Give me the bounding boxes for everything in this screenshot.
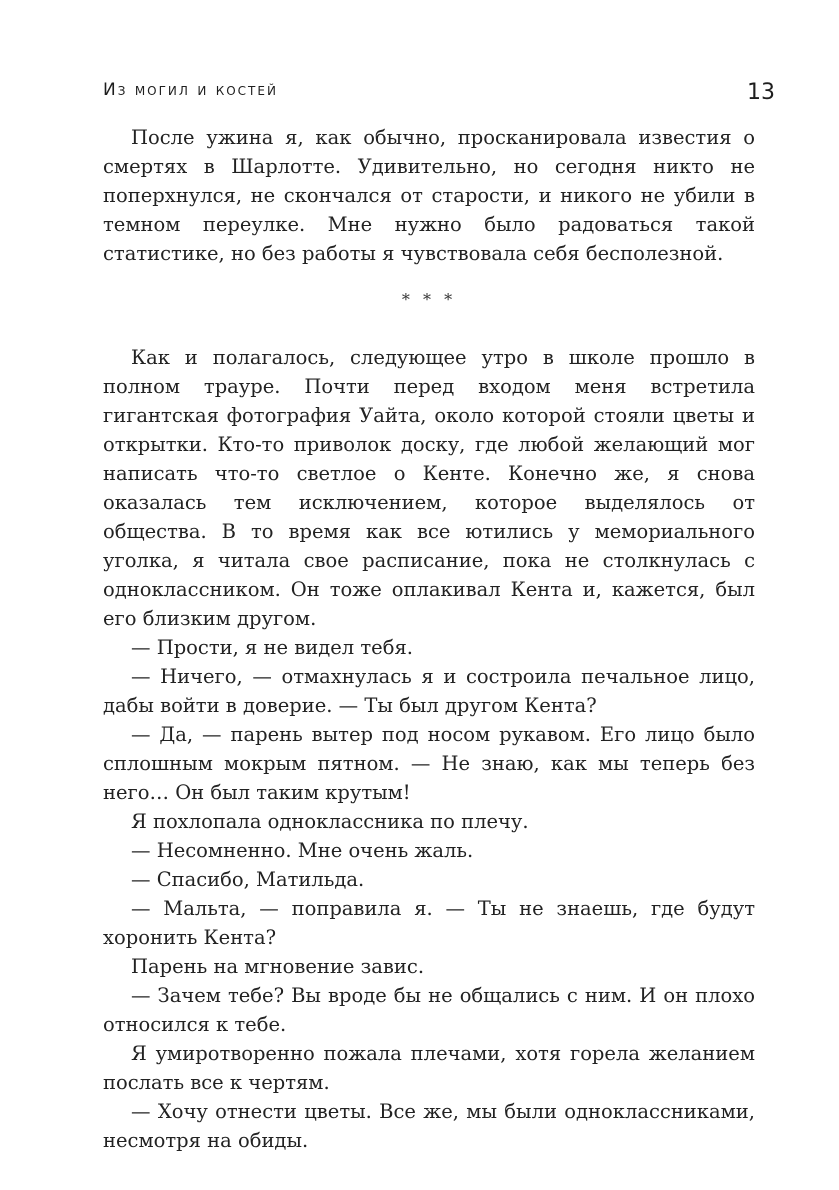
dialogue-line: — Да, — парень вытер под носом рукавом. Его лицо было сплошным мокрым пятном. — Не знаю, как мы теперь без него… Он был таким крутым! [103,723,755,804]
dialogue-line: — Зачем тебе? Вы вроде бы не общались с ним. И он плохо относился к тебе. [103,984,755,1036]
paragraph: После ужина я, как обычно, просканировала известия о смертях в Шарлотте. Удивительно, но сегодня никто не поперхнулся, не скончался от старости, и никого не убили в темном переулке. Мне нужно было радоваться такой статистике, но без работы я чувствовала себя бесполезной. [103,126,755,265]
dialogue-line: — Прости, я не видел тебя. [131,636,413,659]
dialogue-line: — Хочу отнести цветы. Все же, мы были одноклассниками, несмотря на обиды. [103,1100,755,1152]
paragraph: Я умиротворенно пожала плечами, хотя горела желанием послать все к чертям. [103,1042,755,1094]
paragraph: Я похлопала одноклассника по плечу. [131,810,529,833]
dialogue-line: — Ничего, — отмахнулась я и состроила печальное лицо, дабы войти в доверие. — Ты был другом Кента? [103,665,755,717]
paragraph: Как и полагалось, следующее утро в школе прошло в полном трауре. Почти перед входом меня встретила гигантская фотография Уайта, около которой стояли цветы и открытки. Кто-то приволок доску, где любой желающий мог написать что-то светлое о Кенте. Конечно же, я снова оказалась тем исключением, которое выделялось от общества. В то время как все ютились у мемориального уголка, я читала свое расписание, пока не столкнулась с одноклассником. Он тоже оплакивал Кента и, кажется, был его близким другом. [103,346,755,630]
running-title: Из могил и костей [103,80,278,100]
page-number: 13 [747,80,775,105]
dialogue-line: — Мальта, — поправила я. — Ты не знаешь, где будут хоронить Кента? [103,897,755,949]
paragraph: Парень на мгновение завис. [131,955,425,978]
dialogue-line: — Несомненно. Мне очень жаль. [131,839,474,862]
scene-break: * * * [401,290,457,309]
dialogue-line: — Спасибо, Матильда. [131,868,365,891]
body-text [103,123,755,1155]
